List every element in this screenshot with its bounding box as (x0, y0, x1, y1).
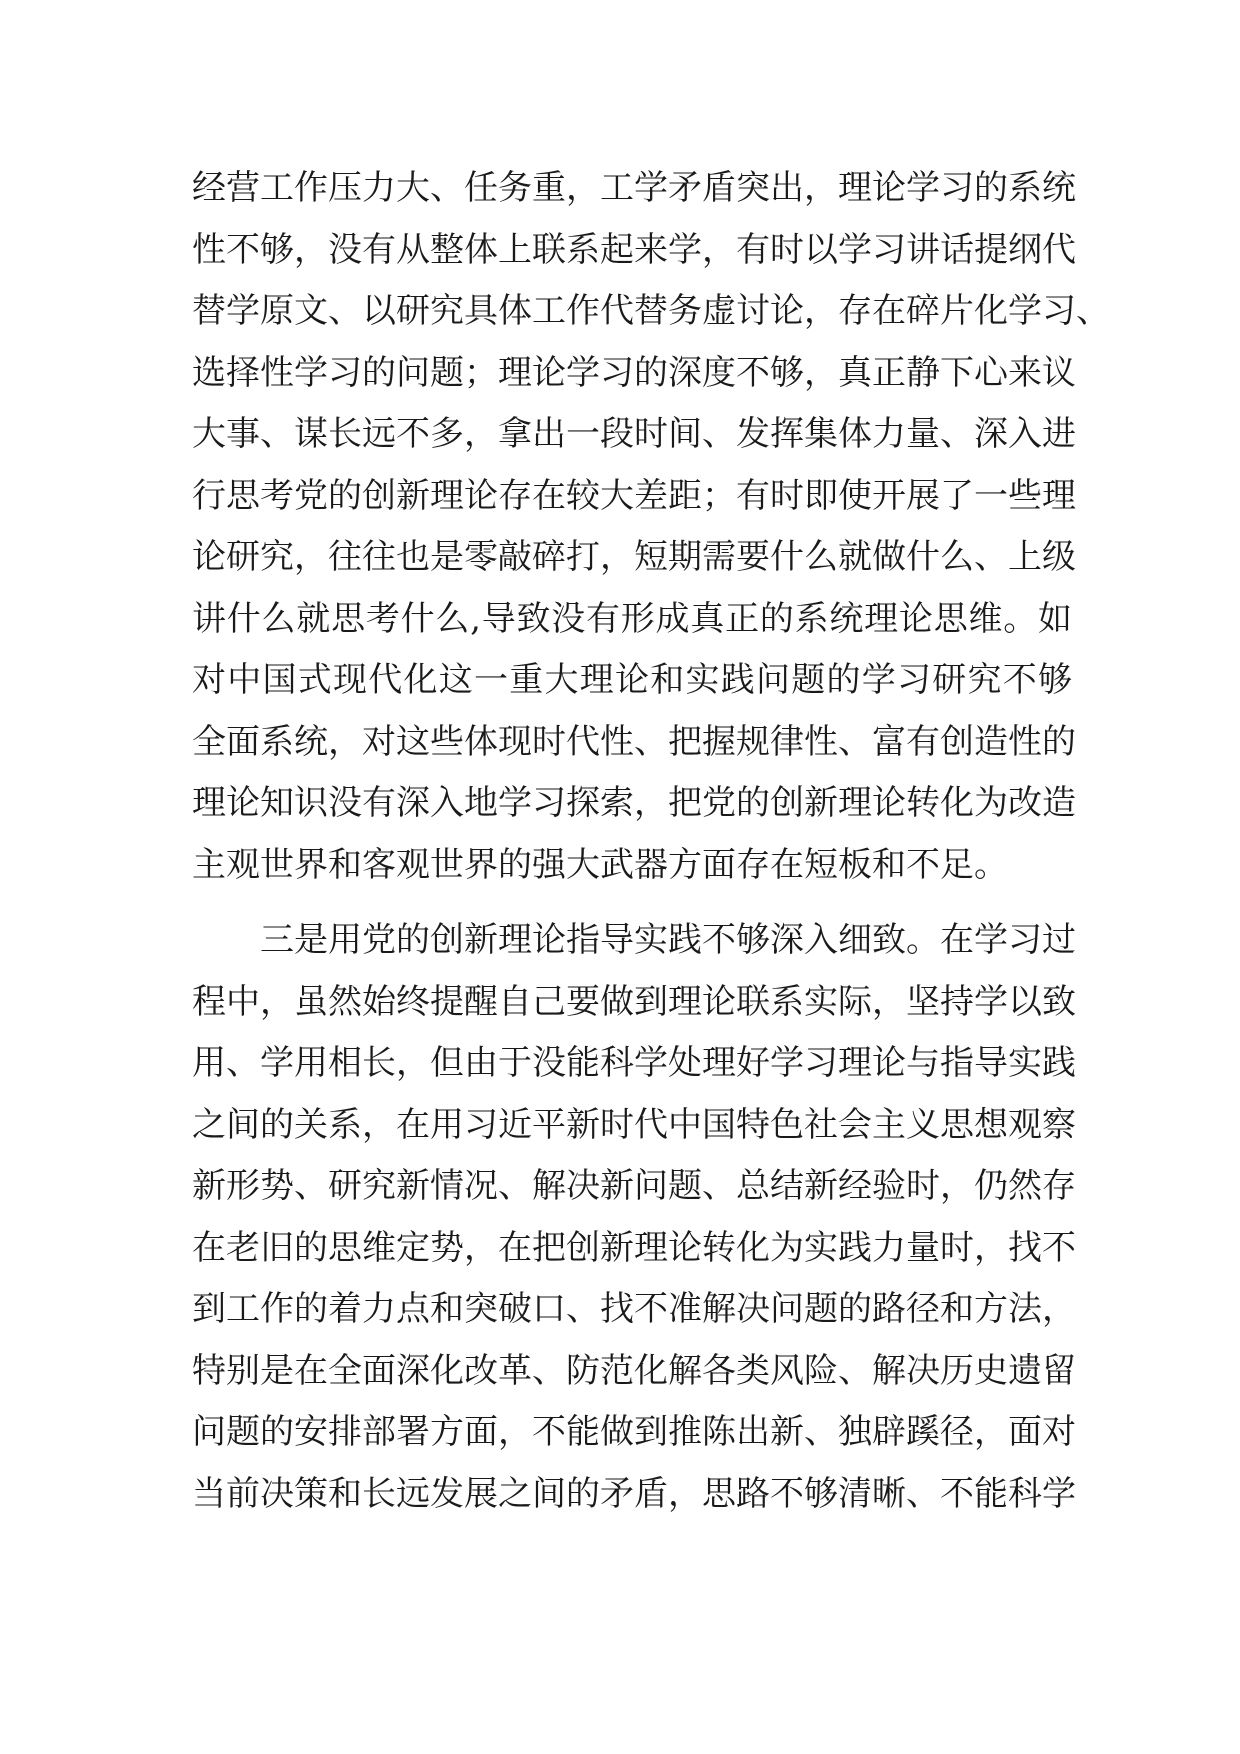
text-line: 用、学用相长，但由于没能科学处理好学习理论与指导实践 (192, 1043, 1076, 1083)
text-line: 问题的安排部署方面，不能做到推陈出新、独辟蹊径，面对 (192, 1412, 1076, 1452)
text-line: 程中，虽然始终提醒自己要做到理论联系实际，坚持学以致 (192, 981, 1076, 1022)
text-line: 讲什么就思考什么,导致没有形成真正的系统理论思维。如 (192, 598, 1072, 639)
text-line: 对中国式现代化这一重大理论和实践问题的学习研究不够 (192, 660, 1072, 700)
paragraph-spacer (192, 896, 1072, 910)
text-line: 到工作的着力点和突破口、找不准解决问题的路径和方法， (192, 1289, 1076, 1329)
paragraph-2 (192, 910, 1076, 1525)
text-line: 经营工作压力大、任务重，工学矛盾突出，理论学习的系统 (192, 168, 1076, 208)
text-line-first-indented: 三是用党的创新理论指导实践不够深入细致。在学习过 (260, 920, 1076, 960)
text-line: 替学原文、以研究具体工作代替务虚讨论，存在碎片化学习、 (192, 291, 1110, 331)
text-line: 理论知识没有深入地学习探索，把党的创新理论转化为改造 (192, 783, 1076, 823)
text-line: 全面系统，对这些体现时代性、把握规律性、富有创造性的 (192, 721, 1076, 762)
document-body (192, 158, 1110, 1525)
text-line: 之间的关系，在用习近平新时代中国特色社会主义思想观察 (192, 1104, 1076, 1145)
text-line: 新形势、研究新情况、解决新问题、总结新经验时，仍然存 (192, 1166, 1076, 1206)
text-line: 性不够，没有从整体上联系起来学，有时以学习讲话提纲代 (192, 229, 1076, 270)
text-line: 当前决策和长远发展之间的矛盾，思路不够清晰、不能科学 (192, 1473, 1076, 1514)
text-line: 特别是在全面深化改革、防范化解各类风险、解决历史遗留 (192, 1350, 1076, 1391)
text-line: 主观世界和客观世界的强大武器方面存在短板和不足。 (192, 844, 1008, 885)
text-line: 选择性学习的问题；理论学习的深度不够，真正静下心来议 (192, 352, 1076, 393)
text-line: 在老旧的思维定势，在把创新理论转化为实践力量时，找不 (192, 1227, 1076, 1268)
text-line: 行思考党的创新理论存在较大差距；有时即使开展了一些理 (192, 475, 1076, 516)
text-line: 大事、谋长远不多，拿出一段时间、发挥集体力量、深入进 (192, 414, 1076, 454)
text-line: 论研究，往往也是零敲碎打，短期需要什么就做什么、上级 (192, 537, 1076, 577)
paragraph-1 (192, 158, 1110, 896)
